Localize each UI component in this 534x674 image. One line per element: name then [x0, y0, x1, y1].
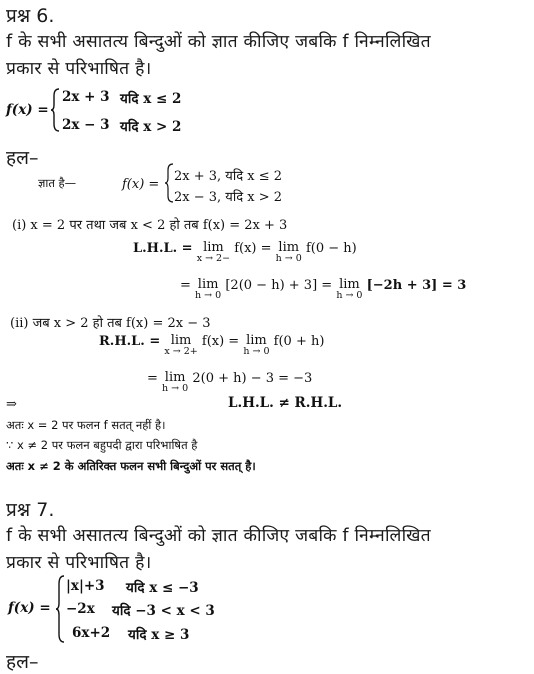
lim-word: lim: [278, 240, 300, 255]
rhl-equation-line1: [99, 334, 324, 357]
step-i-text: (i) x = 2 पर तथा जब x < 2 हो तब f(x) = 2x + 3: [12, 218, 288, 233]
lhl-limit2: [276, 241, 302, 264]
lhl-neq-rhl: L.H.L. ≠ R.H.L.: [228, 395, 343, 411]
lim-subscript: h → 0: [275, 253, 302, 264]
q7-case1-condition: यदि x ≤ −3: [126, 580, 199, 596]
lim-word: lim: [339, 277, 360, 292]
q7-left-brace: [56, 575, 66, 643]
rhl-label: R.H.L. =: [99, 334, 161, 349]
conclusion-line1: अतः x = 2 पर फलन f सतत् नहीं है।: [6, 418, 166, 432]
lim-subscript: h → 0: [243, 346, 270, 357]
lim-subscript: x → 2+: [164, 346, 198, 357]
q7-case3-condition: यदि x ≥ 3: [128, 627, 190, 643]
lhl-equation-line1: [133, 241, 357, 264]
lhl-end: f(0 − h): [305, 241, 357, 256]
q6-left-brace: [51, 88, 61, 132]
lhl2-equals: =: [180, 278, 191, 293]
solution-heading: हल–: [6, 147, 39, 169]
rhl-end: f(0 + h): [273, 334, 325, 349]
rhl2-end: 2(0 + h) − 3 = −3: [192, 371, 313, 386]
q6-case1-condition: यदि x ≤ 2: [120, 91, 182, 107]
rhl2-equals: =: [147, 371, 158, 386]
lhl2-mid: [2(0 − h) + 3] =: [225, 278, 333, 293]
q7-solution-heading: हल–: [6, 651, 39, 673]
lim-word: lim: [203, 240, 224, 255]
lhl2-end: [−2h + 3] = 3: [366, 278, 467, 293]
q6-case2-condition: यदि x > 2: [120, 119, 182, 135]
conclusion-line2: ∵ x ≠ 2 पर फलन बहुपदी द्वारा परिभाषित है: [6, 438, 198, 452]
lhl-label: L.H.L. =: [133, 241, 193, 256]
lhl2-limit1: [195, 278, 221, 301]
lim-subscript: h → 0: [336, 290, 363, 301]
step-ii-text: (ii) जब x > 2 हो तब f(x) = 2x − 3: [10, 316, 211, 331]
lim-word: lim: [164, 370, 186, 385]
q6-fx-label: f(x) =: [6, 102, 49, 118]
given-fx-label: f(x) =: [122, 177, 160, 192]
q6-heading: प्रश्न 6.: [6, 5, 55, 27]
q6-case2-expr: 2x − 3: [62, 117, 110, 133]
lim-word: lim: [246, 333, 267, 348]
conclusion-line3: अतः x ≠ 2 के अतिरिक्त फलन सभी बिन्दुओं पर सतत् है।: [6, 459, 256, 473]
q7-case1-expr: |x|+3: [66, 578, 105, 594]
given-case2: 2x − 3, यदि x > 2: [174, 190, 282, 205]
rhl-mid: f(x) =: [201, 334, 240, 349]
q7-statement-line1: f के सभी असातत्य बिन्दुओं को ज्ञात कीजिए जबकि f निम्नलिखित: [6, 526, 431, 546]
q6-statement-line2: प्रकार से परिभाषित है।: [6, 59, 152, 79]
rhl-limit2: [243, 334, 269, 357]
q7-heading: प्रश्न 7.: [6, 499, 55, 521]
lhl-equation-line2: [180, 278, 466, 301]
q7-fx-label: f(x) =: [8, 600, 51, 616]
lim-subscript: x → 2−: [196, 253, 231, 264]
q7-statement-line2: प्रकार से परिभाषित है।: [6, 553, 152, 573]
lim-word: lim: [170, 333, 192, 348]
q7-case2-expr: −2x: [66, 601, 95, 617]
implies-symbol: ⇒: [6, 397, 17, 412]
q7-case2-condition: यदि −3 < x < 3: [112, 603, 215, 619]
rhl2-limit: [162, 371, 188, 394]
q7-case3-expr: 6x+2: [72, 625, 111, 641]
lim-subscript: h → 0: [195, 290, 222, 301]
q6-statement-line1: f के सभी असातत्य बिन्दुओं को ज्ञात कीजिए जबकि f निम्नलिखित: [6, 32, 431, 52]
rhl-limit1: [164, 334, 197, 357]
rhl-equation-line2: [147, 371, 312, 394]
lim-subscript: h → 0: [162, 383, 189, 394]
lhl2-limit2: [336, 278, 362, 301]
q6-case1-expr: 2x + 3: [62, 89, 110, 105]
given-case1: 2x + 3, यदि x ≤ 2: [174, 169, 282, 184]
lhl-mid: f(x) =: [234, 241, 272, 256]
lim-word: lim: [197, 277, 219, 292]
lhl-limit1: [197, 241, 230, 264]
given-label: ज्ञात है—: [38, 176, 77, 190]
